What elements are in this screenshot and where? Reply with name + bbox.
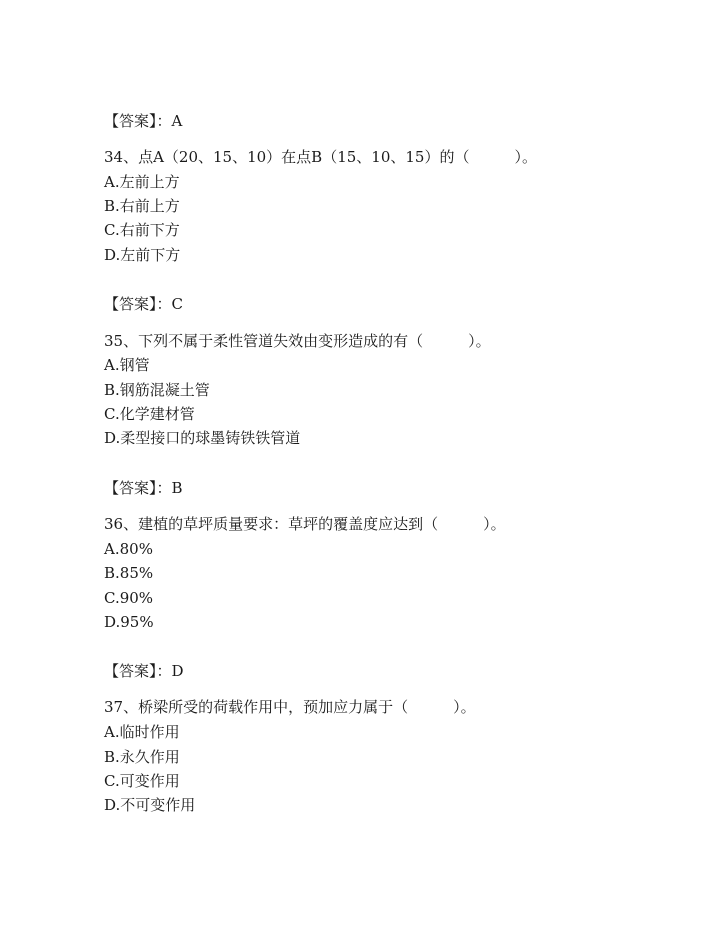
option-c: C.90%: [104, 589, 154, 607]
answer-line: 【答案】：A: [104, 112, 183, 130]
option-d: D.不可变作用: [104, 796, 196, 814]
question-stem: 34、点A（20、15、10）在点B（15、10、15）的（ ）。: [104, 148, 537, 166]
option-c: C.右前下方: [104, 221, 180, 239]
option-b: B.85%: [104, 564, 154, 582]
option-d: D.左前下方: [104, 246, 181, 264]
answer-line: 【答案】：D: [104, 662, 184, 680]
option-a: A.钢管: [104, 356, 150, 374]
option-b: B.永久作用: [104, 748, 180, 766]
option-c: C.可变作用: [104, 772, 180, 790]
option-b: B.右前上方: [104, 197, 180, 215]
option-c: C.化学建材管: [104, 405, 195, 423]
question-stem: 36、建植的草坪质量要求：草坪的覆盖度应达到（ ）。: [104, 515, 506, 533]
option-a: A.临时作用: [104, 723, 180, 741]
option-a: A.左前上方: [104, 173, 180, 191]
question-stem: 37、桥梁所受的荷载作用中，预加应力属于（ ）。: [104, 698, 476, 716]
answer-line: 【答案】：C: [104, 295, 183, 313]
option-d: D.柔型接口的球墨铸铁铁管道: [104, 429, 301, 447]
answer-line: 【答案】：B: [104, 479, 183, 497]
question-stem: 35、下列不属于柔性管道失效由变形造成的有（ ）。: [104, 332, 491, 350]
option-b: B.钢筋混凝土管: [104, 381, 210, 399]
option-d: D.95%: [104, 613, 154, 631]
option-a: A.80%: [104, 540, 153, 558]
